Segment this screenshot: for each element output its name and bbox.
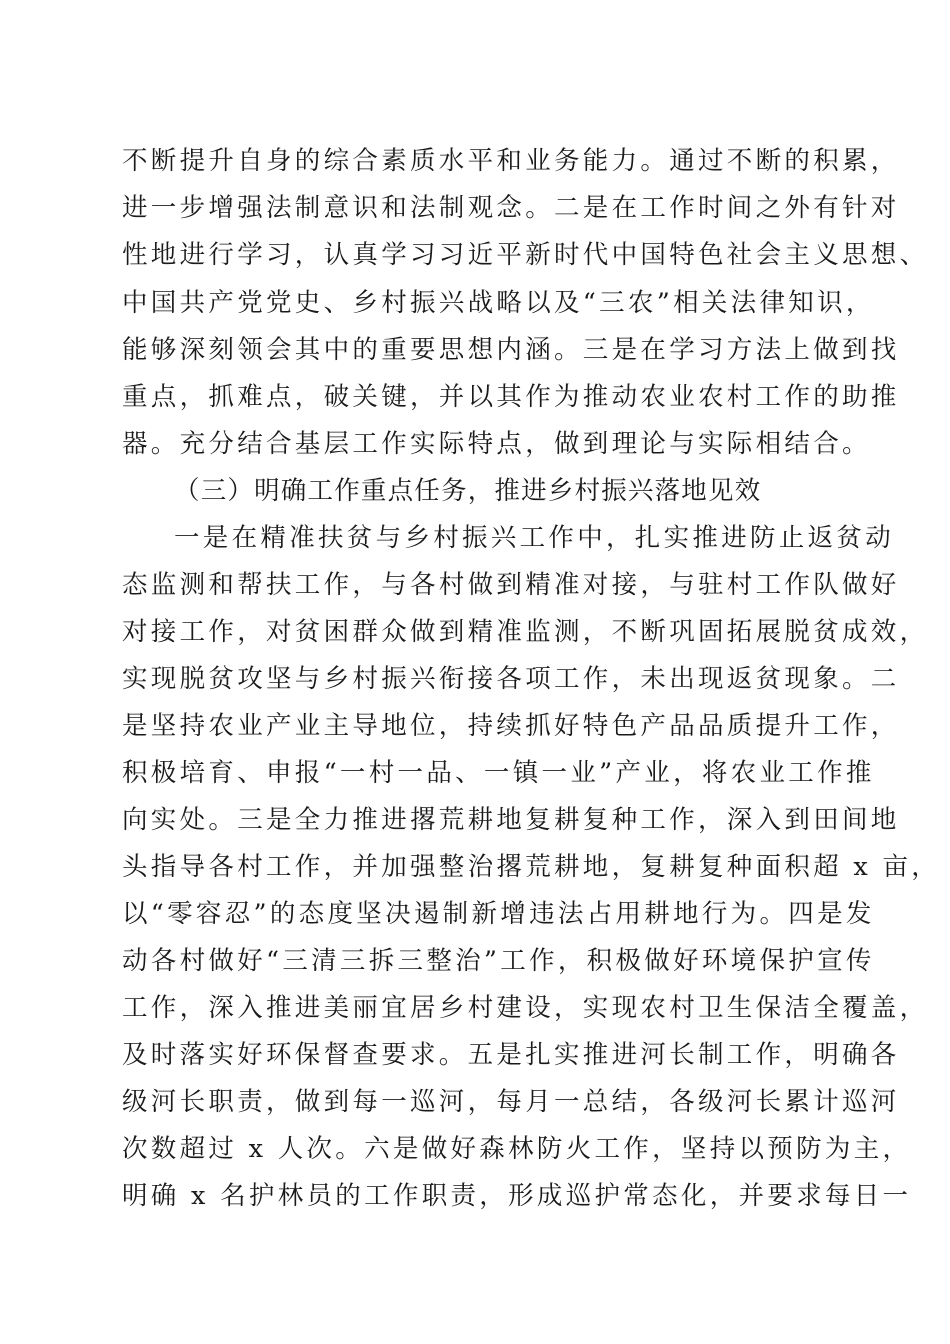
- paragraph-line: 器。充分结合基层工作实际特点，做到理论与实际相结合。: [122, 429, 871, 459]
- paragraph-line: 次数超过 x 人次。六是做好森林防火工作，坚持以预防为主，: [122, 1134, 912, 1164]
- paragraph-line: 工作，深入推进美丽宜居乡村建设，实现农村卫生保洁全覆盖，: [122, 993, 929, 1023]
- paragraph-line: 能够深刻领会其中的重要思想内涵。三是在学习方法上做到找: [122, 335, 900, 365]
- paragraph-line: 态监测和帮扶工作，与各村做到精准对接，与驻村工作队做好: [122, 570, 900, 600]
- paragraph-line: 以“零容忍”的态度坚决遏制新增违法占用耕地行为。四是发: [122, 899, 875, 929]
- paragraph-line: 动各村做好“三清三拆三整治”工作，积极做好环境保护宣传: [122, 946, 875, 976]
- paragraph-line: 中国共产党党史、乡村振兴战略以及“三农”相关法律知识，: [122, 288, 875, 318]
- paragraph-line: 向实处。三是全力推进撂荒耕地复耕复种工作，深入到田间地: [122, 805, 900, 835]
- paragraph-line: 重点，抓难点，破关键，并以其作为推动农业农村工作的助推: [122, 382, 900, 412]
- paragraph-line: 积极培育、申报“一村一品、一镇一业”产业，将农业工作推: [122, 758, 875, 788]
- paragraph-line: 级河长职责，做到每一巡河，每月一总结，各级河长累计巡河: [122, 1087, 900, 1117]
- paragraph-line: 实现脱贫攻坚与乡村振兴衔接各项工作，未出现返贫现象。二: [122, 664, 900, 694]
- section-heading: （三）明确工作重点任务，推进乡村振兴落地见效: [174, 476, 762, 506]
- paragraph-line: 性地进行学习，认真学习习近平新时代中国特色社会主义思想、: [122, 240, 929, 270]
- paragraph-line: 一是在精准扶贫与乡村振兴工作中，扎实推进防止返贫动: [174, 523, 895, 553]
- paragraph-line: 及时落实好环保督查要求。五是扎实推进河长制工作，明确各: [122, 1040, 900, 1070]
- paragraph-line: 不断提升自身的综合素质水平和业务能力。通过不断的积累，: [122, 146, 900, 176]
- paragraph-line: 头指导各村工作，并加强整治撂荒耕地，复耕复种面积超 x 亩，: [122, 852, 941, 882]
- paragraph-line: 是坚持农业产业主导地位，持续抓好特色产品品质提升工作，: [122, 711, 900, 741]
- paragraph-line: 进一步增强法制意识和法制观念。二是在工作时间之外有针对: [122, 193, 900, 223]
- paragraph-line: 明确 x 名护林员的工作职责，形成巡护常态化，并要求每日一: [122, 1181, 912, 1211]
- paragraph-line: 对接工作，对贫困群众做到精准监测，不断巩固拓展脱贫成效，: [122, 617, 929, 647]
